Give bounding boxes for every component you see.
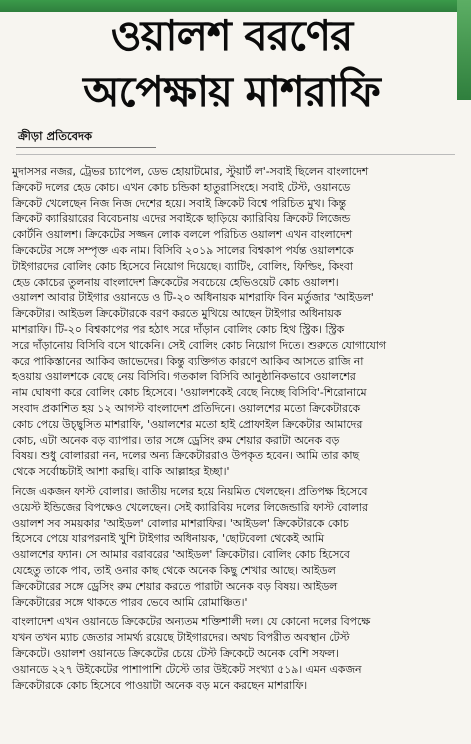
paragraph-line: সরে দাঁড়ানোয় বিসিবি বসে থাকেনি। সেই বোলিং কোচ নিয়োগ দিতে। শুরুতে যোগাযোগ [12,338,386,352]
paragraph-line: কোচ, এটা অনেক বড় ব্যাপার। তার সঙ্গে ড্রেসিং রুম শেয়ার করাটা অনেক বড় [12,433,340,447]
paragraph-line: মুদাসসর নজর, ট্রেভর চ্যাপেল, ডেভ হোয়াটমোর, স্টুয়ার্ট ল'-সবাই ছিলেন বাংলাদেশ [12,165,369,178]
paragraph-line: ওয়েস্ট ইন্ডিজের বিপক্ষেও খেলেছেন। সেই ক্যারিবিয় দলের লিজেন্ডারি ফাস্ট বোলার [12,500,368,514]
article-paragraph [12,484,459,610]
paragraph-line: সংবাদ প্রকাশিত হয় ১২ আগস্ট বাংলাদেশ প্রতিদিনে। ওয়ালশের মতো ক্রিকেটারকে [12,401,360,415]
paragraph-line: হিসেবে পেয়ে যারপরনাই খুশি টাইগার অধিনায়ক, 'ছোটবেলা থেকেই আমি [12,532,324,546]
paragraph-line: নাম ঘোষণা করে বোলিং কোচ হিসেবে। 'ওয়ালশকেই বেছে নিচ্ছে বিসিবি'-শিরোনামে [12,386,367,400]
paragraph-line: ক্রিকেট খেলেছেন নিজ নিজ দেশের হয়ে। সবাই ক্রিকেট বিশ্বে পরিচিত মুখ। কিন্তু [12,196,346,210]
corner-color-band [457,0,471,100]
article-paragraph [12,614,459,693]
paragraph-line: ক্রিকেটারের সঙ্গে ড্রেসিং রুম শেয়ার করতে পারাটা অনেক বড় বিষয়। আইডল [12,579,338,593]
paragraph-line: ক্রিকেট ক্যারিয়ারের বিবেচনায় এদের সবাইকে ছাড়িয়ে ক্যারিবিয় ক্রিকেট লিজেন্ড [12,212,351,226]
paragraph-line: ওয়ানডে ২২৭ উইকেটের পাশাপাশি টেস্টে তার উইকেট সংখ্যা ৫১৯। এমন একজন [12,662,362,676]
headline-line-1: ওয়ালশ বরণের [110,11,353,60]
paragraph-line: নিজে একজন ফাস্ট বোলার। জাতীয় দলের হয়ে নিয়মিত খেলছেন। প্রতিপক্ষ হিসেবে [12,484,368,498]
paragraph-line: বিষয়। শুধু বোলাররা নন, দলের অন্য ক্রিকেটাররাও উপকৃত হবেন। আমি তার কাছ [12,449,360,463]
paragraph-line: হেড কোচের তুলনায় বাংলাদেশ ক্রিকেটের সবচেয়ে হেভিওয়েট কোচ ওয়ালশ। [12,275,339,289]
paragraph-line: কোচ পেয়ে উচ্ছ্বসিত মাশরাফি, 'ওয়ালশের মতো হাই প্রোফাইল ক্রিকেটার আমাদের [12,417,363,431]
article-paragraph [12,164,459,480]
paragraph-line: ক্রিকেট দলের হেড কোচ। এখন কোচ চন্ডিকা হাতুরাসিংহে। সবাই টেস্ট, ওয়ানডে [12,180,351,194]
paragraph-line: ক্রিকেটের সঙ্গে সম্পৃক্ত এক নাম। বিসিবি ২০১৯ সালের বিশ্বকাপ পর্যন্ত ওয়ালশকে [12,243,354,257]
paragraph-line: থেকে সর্বোচ্চটাই আশা করছি। বাকি আল্লাহর ইচ্ছা।' [12,465,230,479]
paragraph-line: কোর্টনি ওয়ালশ। ক্রিকেটের সজ্জন লোক বললে পরিচিত ওয়ালশ এখন বাংলাদেশ [12,228,353,242]
article-body [12,164,459,697]
paragraph-line: ক্রিকেটে। ওয়ালশ ওয়ানডে ক্রিকেটের চেয়ে টেস্ট ক্রিকেটে অনেক বেশি সফল। [12,646,339,660]
paragraph-line: ক্রিকেটারকে কোচ হিসেবে পাওয়াটা অনেক বড় মনে করছেন মাশরাফি। [12,678,308,692]
section-divider [16,154,455,155]
paragraph-line: যখন তখন ম্যাচ জেতার সামর্থ্য রয়েছে টাইগারদের। অথচ বিপরীত অবস্থান টেস্ট [12,631,350,645]
byline-underline [16,147,156,148]
paragraph-line: ক্রিকেটারের সঙ্গে থাকতে পারব ভেবে আমি রোমাঞ্চিত।' [12,595,248,609]
paragraph-line: মাশরাফি। টি-২০ বিশ্বকাপের পর হঠাৎ সরে দাঁড়ান বোলিং কোচ হিথ স্ট্রিক। স্ট্রিক [12,322,345,336]
paragraph-line: টাইগারদের বোলিং কোচ হিসেবে নিয়োগ দিয়েছে। ব্যাটিং, বোলিং, ফিল্ডিং, কিংবা [12,259,353,273]
paragraph-line: বাংলাদেশ এখন ওয়ানডে ক্রিকেটের অন্যতম শক্তিশালী দল। যে কোনো দলের বিপক্ষে [12,615,371,629]
paragraph-line: ওয়ালশ আবার টাইগার ওয়ানডে ও টি-২০ অধিনায়ক মাশরাফি বিন মর্তুজার 'আইডল' [12,291,374,305]
paragraph-line: করে পাকিস্তানের আকিব জাভেদের। কিন্তু ব্যক্তিগত কারণে আকিব আসতে রাজি না [12,354,364,368]
byline: ক্রীড়া প্রতিবেদক [18,129,93,143]
paragraph-line: ক্রিকেটার। আইডল ক্রিকেটারকে বরণ করতে মুখিয়ে আছেন টাইগার অধিনায়ক [12,307,342,321]
paragraph-line: ওয়ালশের ফ্যান। সে আমার বরাবরের 'আইডল' ক্রিকেটার। বোলিং কোচ হিসেবে [12,548,350,562]
paragraph-line: হওয়ায় ওয়ালশকে বেছে নেয় বিসিবি। গতকাল বিসিবি আনুষ্ঠানিকভাবে ওয়ালশের [12,370,356,384]
headline-line-2: অপেক্ষায় মাশরাফি [83,67,380,116]
paragraph-line: ওয়ালশ সব সময়কার 'আইডল' বোলার মাশরাফির। 'আইডল' ক্রিকেটারকে কোচ [12,516,349,530]
paragraph-line: যেহেতু তাকে পাব, তাই ওনার কাছ থেকে অনেক কিছু শেখার আছে। আইডল [12,563,336,577]
